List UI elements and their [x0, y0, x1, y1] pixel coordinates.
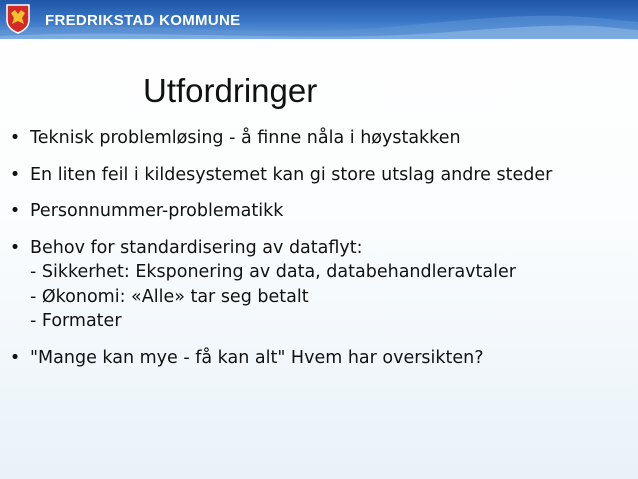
- bullet-item: [8, 346, 633, 371]
- bullet-icon: •: [9, 128, 21, 148]
- bullet-item: [8, 199, 633, 224]
- bullet-icon: •: [9, 201, 21, 221]
- bullet-icon: •: [9, 164, 21, 185]
- bullet-text: "Mange kan mye - få kan alt" Hvem har oversikten?: [30, 347, 484, 368]
- bullet-item: [8, 126, 633, 151]
- bullet-icon: •: [9, 347, 21, 368]
- coat-of-arms-icon: [6, 4, 30, 34]
- bullet-icon: •: [9, 237, 21, 258]
- bullet-text: Personnummer-problematikk: [30, 201, 284, 221]
- bullet-text: Behov for standardisering av dataflyt:: [30, 237, 363, 258]
- header-banner: [0, 0, 638, 39]
- sub-item-formats: - Formater: [30, 311, 122, 331]
- bullet-text: En liten feil i kildesystemet kan gi store utslag andre steder: [30, 164, 553, 185]
- brand-name: FREDRIKSTAD KOMMUNE: [45, 12, 241, 29]
- sub-item-economy: - Økonomi: «Alle» tar seg betalt: [30, 286, 309, 307]
- bullet-text: Teknisk problemløsing - å finne nåla i høystakken: [30, 128, 461, 148]
- bullet-list: [8, 126, 633, 382]
- sub-item-security: - Sikkerhet: Eksponering av data, databehandleravtaler: [30, 262, 516, 282]
- slide-title: Utfordringer: [143, 72, 318, 109]
- bullet-item: [8, 163, 633, 188]
- bullet-item: [8, 236, 633, 334]
